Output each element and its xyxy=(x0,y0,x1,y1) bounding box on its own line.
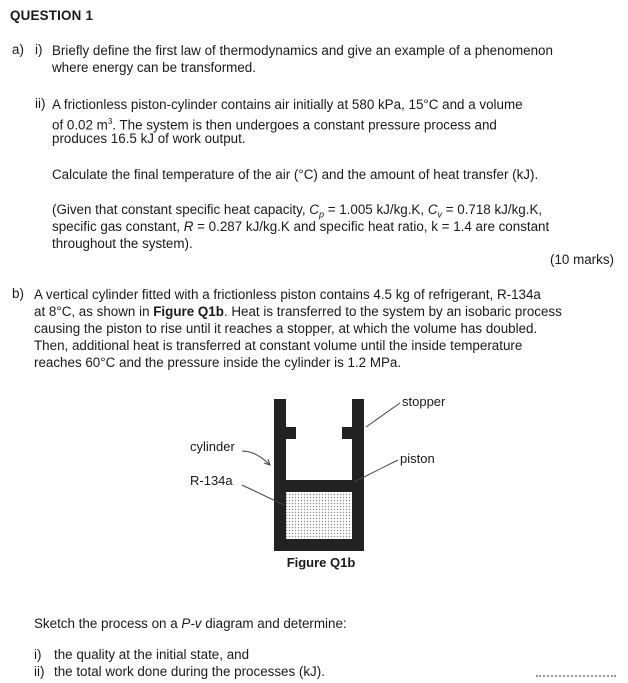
figure-q1b xyxy=(180,385,470,585)
stopper-pointer xyxy=(366,403,400,427)
question-title: QUESTION 1 xyxy=(10,8,94,23)
marks-label: (10 marks) xyxy=(550,252,614,267)
part-b-line1: A vertical cylinder fitted with a frictionless piston contains 4.5 kg of refrigerant, R-134a xyxy=(34,287,541,302)
part-b-line4: Then, additional heat is transferred at constant volume until the inside temperature xyxy=(34,338,523,353)
part-a-marker: a) xyxy=(12,42,24,57)
label-stopper: stopper xyxy=(402,394,446,409)
refrigerant-region xyxy=(286,492,352,539)
cutoff-text-fragment xyxy=(536,675,616,683)
given-line3: throughout the system). xyxy=(52,236,193,251)
part-a-i-line1: Briefly define the first law of thermodynamics and give an example of a phenomenon xyxy=(52,43,553,58)
part-a-i-number: i) xyxy=(35,42,43,57)
part-a-i-line2: where energy can be transformed. xyxy=(52,60,256,75)
label-r134a: R-134a xyxy=(190,473,233,488)
part-b-item-2-number: ii) xyxy=(34,664,45,679)
part-a-ii-line3: produces 16.5 kJ of work output. xyxy=(52,131,246,146)
given-line1: (Given that constant specific heat capacity, $C_p = 1.005$ kJ/kg.K, $C_v = 0.718$ kJ/kg.K, xyxy=(52,202,543,220)
sketch-instruction: Sketch the process on a P-v diagram and determine: xyxy=(34,616,347,631)
right-stopper xyxy=(342,427,352,439)
piston xyxy=(286,480,352,492)
part-a-ii-calc: Calculate the final temperature of the air (°C) and the amount of heat transfer (kJ). xyxy=(52,167,539,182)
part-b-line2: at 8°C, as shown in Figure Q1b. Heat is transferred to the system by an isobaric process xyxy=(34,304,562,319)
part-b-item-2-text: the total work done during the processes (kJ). xyxy=(54,664,325,679)
part-b-marker: b) xyxy=(12,286,24,301)
part-b-item-1-text: the quality at the initial state, and xyxy=(54,647,250,662)
label-piston: piston xyxy=(400,451,435,466)
part-b-line5: reaches 60°C and the pressure inside the cylinder is 1.2 MPa. xyxy=(34,355,402,370)
part-a-ii-number: ii) xyxy=(35,96,46,111)
part-a-ii-line2: of 0.02 $m^3$. The system is then undergoes a constant pressure process and xyxy=(52,117,497,133)
figure-caption: Figure Q1b xyxy=(286,555,356,570)
part-b-item-1-number: i) xyxy=(34,647,42,662)
left-stopper xyxy=(286,427,296,439)
label-cylinder: cylinder xyxy=(190,439,235,454)
part-b-line3: causing the piston to rise until it reaches a stopper, at which the volume has doubled. xyxy=(34,321,538,336)
part-a-ii-line1: A frictionless piston-cylinder contains air initially at 580 kPa, 15°C and a volume xyxy=(52,97,523,112)
cylinder-pointer xyxy=(242,451,270,465)
given-line2: specific gas constant, R = 0.287 kJ/kg.K and specific heat ratio, k = 1.4 are constant xyxy=(52,219,550,234)
